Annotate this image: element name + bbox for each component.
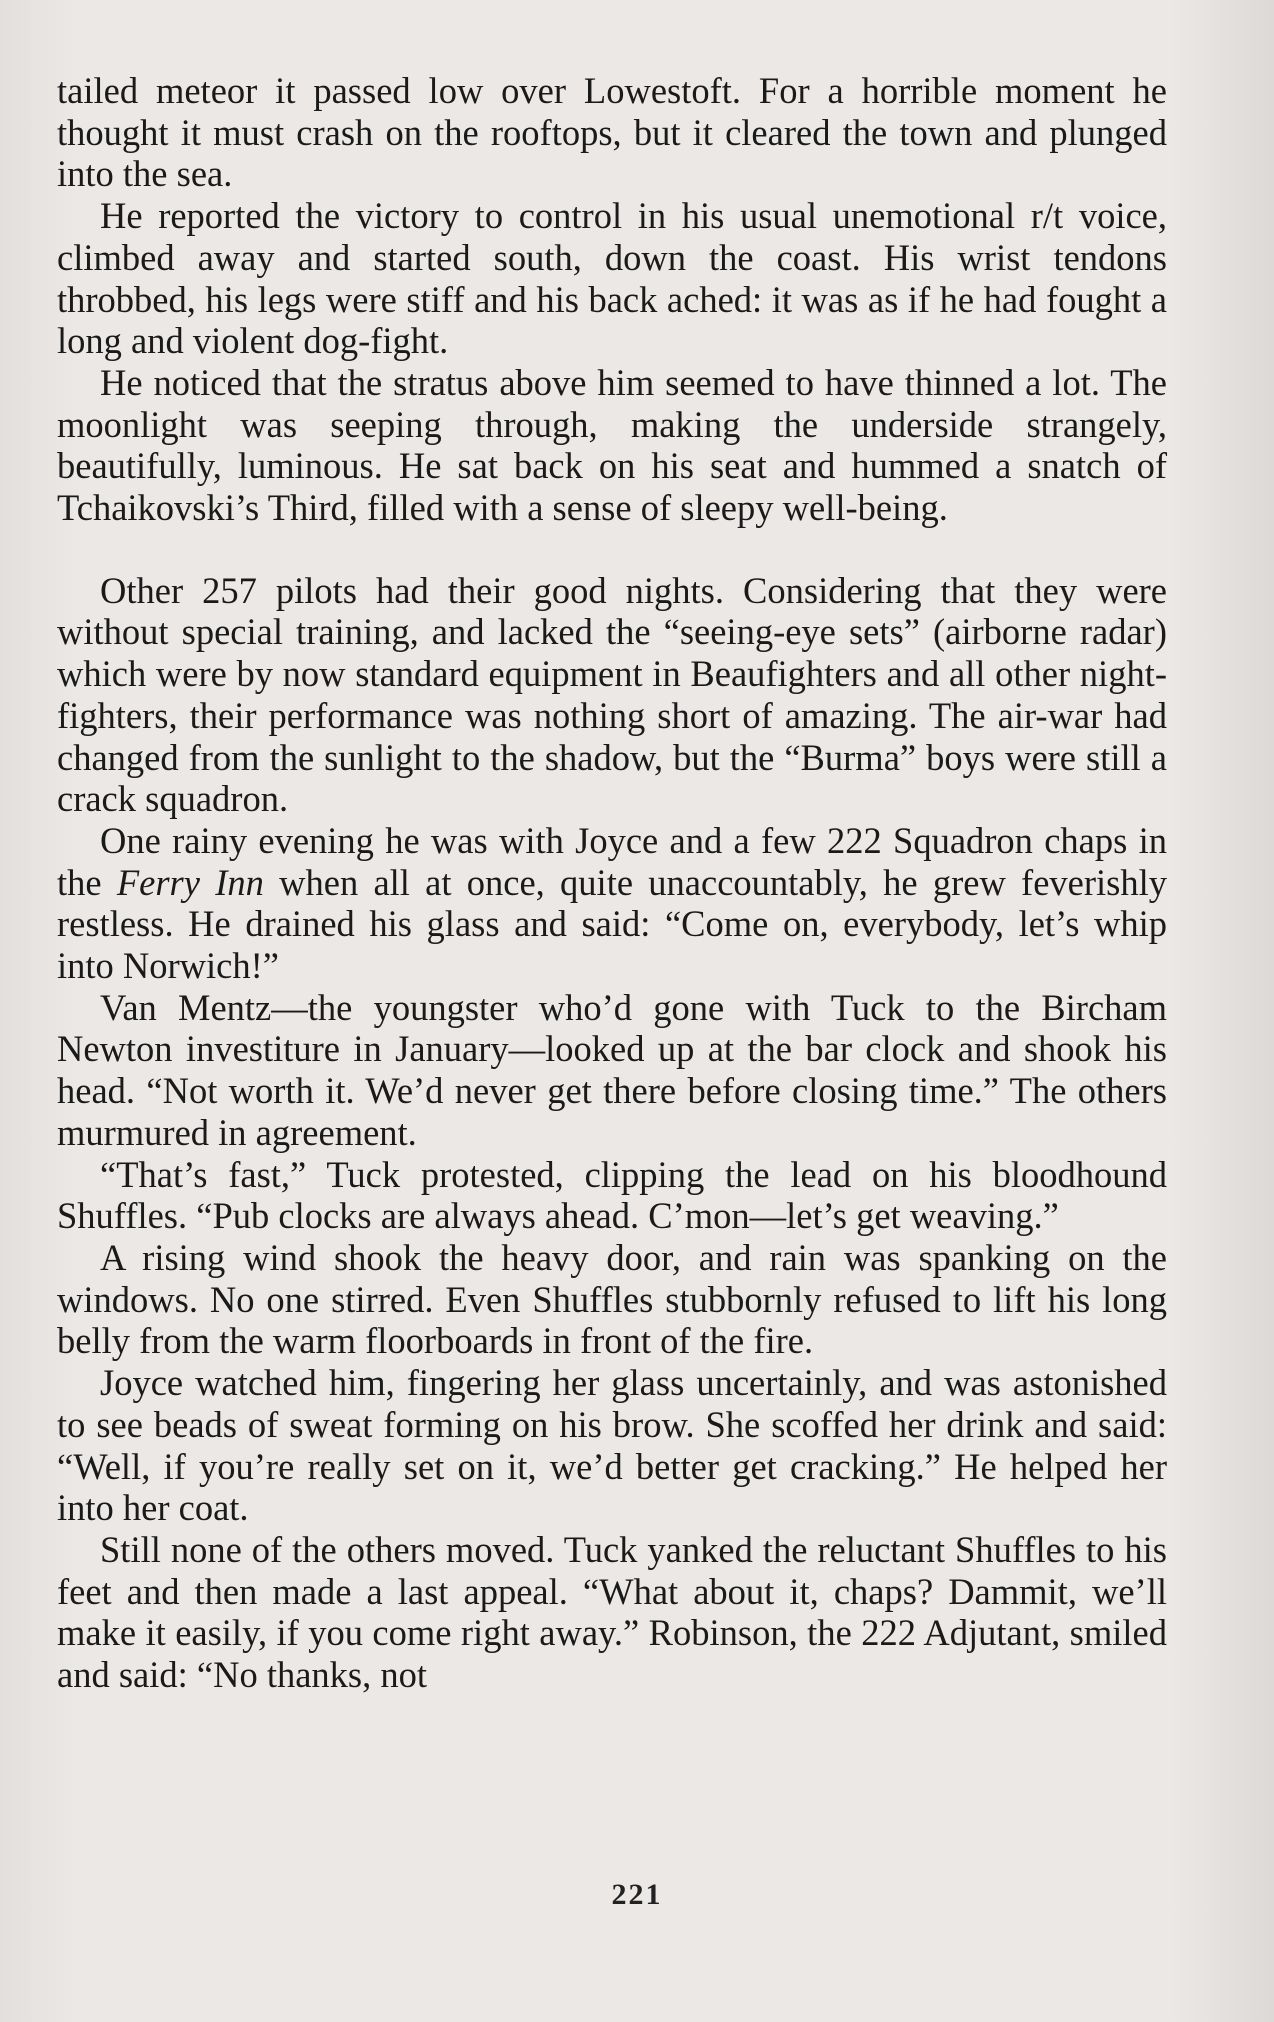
paragraph-9: Joyce watched him, fingering her glass uncertainly, and was astonished to see beads of sweat forming on his brow. She scoffed her drink and said: “Well, if you’re really set on it, we’d better get cracking.” He helped her into her coat. <box>57 1362 1167 1529</box>
paragraph-6: Van Mentz—the youngster who’d gone with Tuck to the Bircham Newton investiture in January—looked up at the bar clock and shook his head. “Not worth it. We’d never get there before closing time.” The others murmured in agreement. <box>57 986 1167 1153</box>
paragraph-4: Other 257 pilots had their good nights. Considering that they were without special training, and lacked the “seeing-eye sets” (airborne radar) which were by now standard equipment in Beaufighters and all other night-fighters, their performance was nothing short of amazing. The air-war had changed from the sunlight to the shadow, but the “Burma” boys were still a crack squadron. <box>57 569 1167 820</box>
paragraph-7: “That’s fast,” Tuck protested, clipping the lead on his bloodhound Shuffles. “Pub clocks are always ahead. C’mon—let’s get weaving.” <box>57 1153 1167 1237</box>
paragraph-3: He noticed that the stratus above him seemed to have thinned a lot. The moonlight was seeping through, making the underside strangely, beautifully, luminous. He sat back on his seat and hummed a snatch of Tchaikovski’s Third, filled with a sense of sleepy well-being. <box>57 361 1167 529</box>
body-text <box>57 70 1167 1696</box>
paragraph-8: A rising wind shook the heavy door, and rain was spanking on the windows. No one stirred. Even Shuffles stubbornly refused to lift his long belly from the warm floorboards in front of the fire. <box>57 1236 1167 1362</box>
paragraph-2: He reported the victory to control in his usual unemotional r/t voice, climbed away and started south, down the coast. His wrist tendons throbbed, his legs were stiff and his back ached: it was as if he had fought a long and violent dog-fight. <box>57 195 1167 362</box>
paragraph-1: tailed meteor it passed low over Lowestoft. For a horrible moment he thought it must crash on the rooftops, but it cleared the town and plunged into the sea. <box>57 70 1167 195</box>
page-number: 221 <box>611 1878 663 1911</box>
paragraph-5-start: One rainy evening he was with Joyce and a few 222 Squadron chaps in the <box>57 819 1167 903</box>
paragraph-5-end: when all at once, quite unaccountably, he grew feverishly restless. He drained his glass and said: “Come on, everybody, let’s whip into Norwich!” <box>57 861 1168 987</box>
paragraph-5 <box>57 820 1167 987</box>
paragraph-10: Still none of the others moved. Tuck yanked the reluctant Shuffles to his feet and then made a last appeal. “What about it, chaps? Dammit, we’ll make it easily, if you come right away.” Robinson, the 222 Adjutant, smiled and said: “No thanks, not <box>57 1528 1167 1696</box>
inn-name: Ferry Inn <box>116 861 264 903</box>
